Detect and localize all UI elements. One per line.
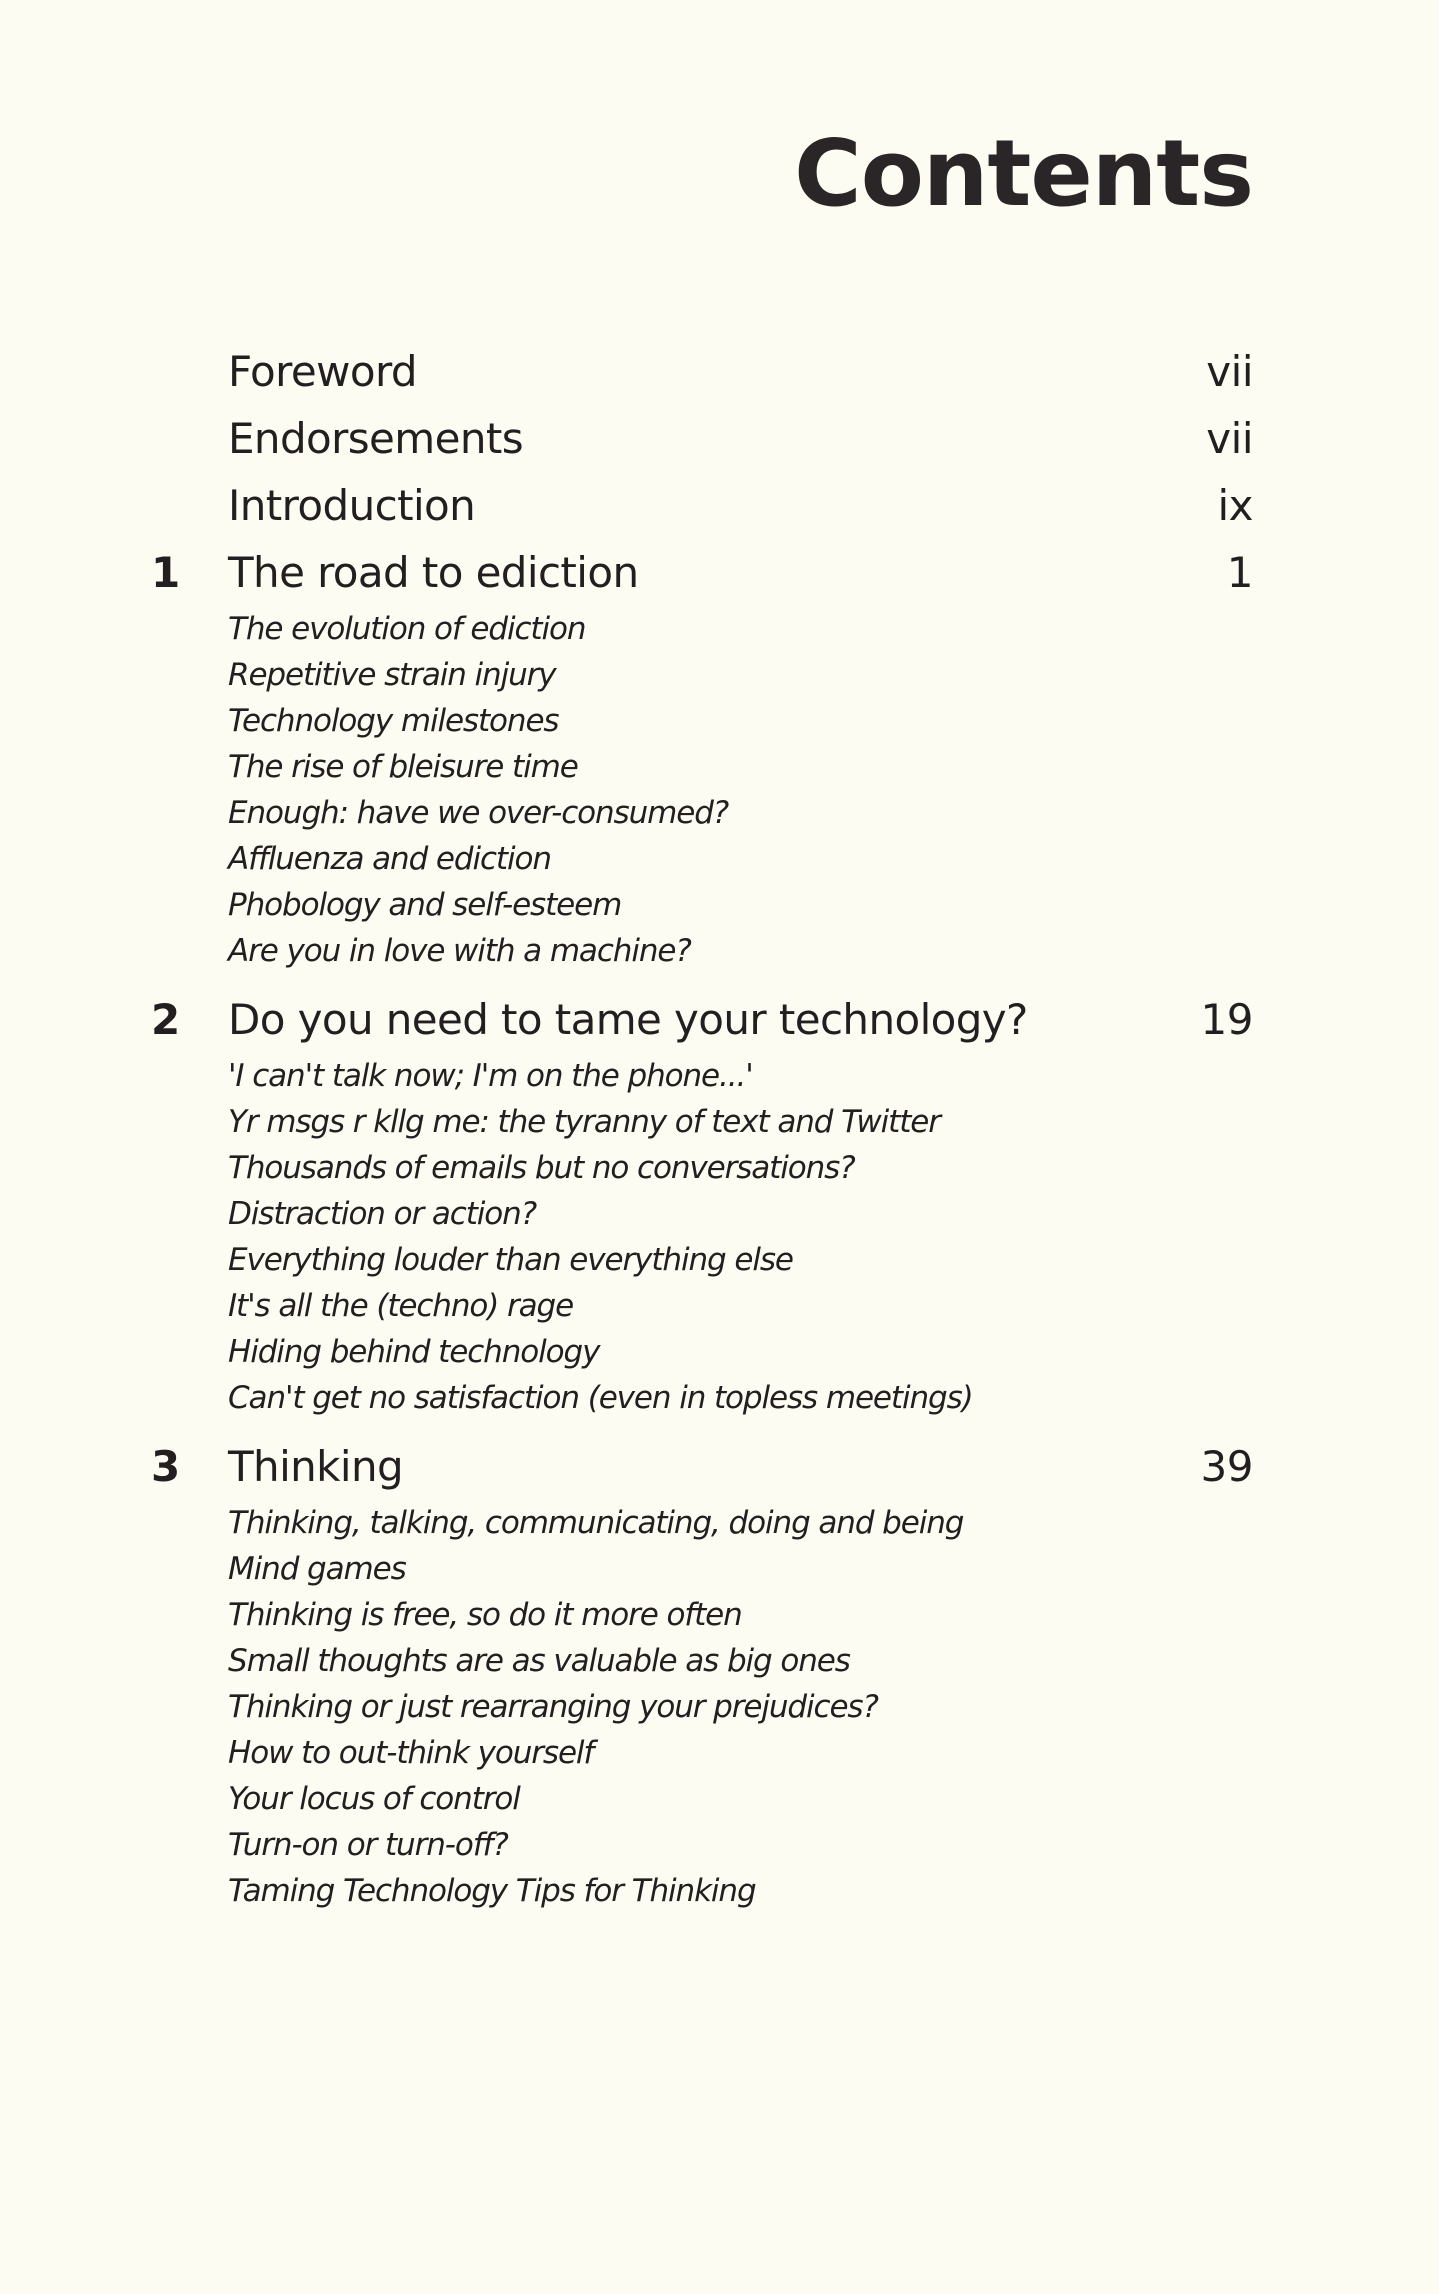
section-item[interactable]: Hiding behind technology: [228, 1334, 600, 1370]
section-item[interactable]: Taming Technology Tips for Thinking: [228, 1873, 756, 1909]
chapter-number: 3: [151, 1442, 181, 1491]
section-item[interactable]: Can't get no satisfaction (even in topless meetings): [228, 1380, 973, 1416]
chapter-number: 1: [151, 548, 181, 597]
toc-entry-label: Introduction: [228, 481, 476, 530]
section-item[interactable]: Affluenza and ediction: [228, 841, 551, 877]
section-item[interactable]: Mind games: [228, 1551, 406, 1587]
section-item[interactable]: Your locus of control: [228, 1781, 520, 1817]
toc-entry-label: Foreword: [228, 347, 417, 396]
chapter-number: 2: [151, 995, 181, 1044]
section-item[interactable]: Thinking is free, so do it more often: [228, 1597, 742, 1633]
chapter-title: Thinking: [228, 1442, 404, 1491]
section-item[interactable]: Turn-on or turn-off?: [228, 1827, 508, 1863]
toc-entry-endorsements[interactable]: [0, 405, 1439, 472]
section-item[interactable]: Distraction or action?: [228, 1196, 537, 1232]
toc-entry-chapter-2[interactable]: [0, 986, 1439, 1053]
page-title: Contents: [794, 120, 1253, 227]
section-item[interactable]: Thousands of emails but no conversations?: [228, 1150, 855, 1186]
section-list: [0, 606, 1439, 974]
section-item[interactable]: Small thoughts are as valuable as big ones: [228, 1643, 850, 1679]
table-of-contents: [0, 338, 1439, 1914]
toc-page-number: ix: [1217, 481, 1253, 530]
section-item[interactable]: Repetitive strain injury: [228, 657, 556, 693]
section-list: [0, 1500, 1439, 1914]
section-item[interactable]: Thinking or just rearranging your prejudices?: [228, 1689, 878, 1725]
section-item[interactable]: The rise of bleisure time: [228, 749, 578, 785]
section-item[interactable]: Everything louder than everything else: [228, 1242, 793, 1278]
section-item[interactable]: Technology milestones: [228, 703, 559, 739]
toc-page-number: 1: [1226, 548, 1253, 597]
toc-entry-label: Endorsements: [228, 414, 524, 463]
chapter-title: The road to ediction: [228, 548, 639, 597]
section-item[interactable]: Are you in love with a machine?: [228, 933, 691, 969]
spacer: [0, 1421, 1439, 1433]
spacer: [0, 974, 1439, 986]
section-item[interactable]: 'I can't talk now; I'm on the phone...': [228, 1058, 753, 1094]
section-list: [0, 1053, 1439, 1421]
section-item[interactable]: Phobology and self-esteem: [228, 887, 622, 923]
section-item[interactable]: It's all the (techno) rage: [228, 1288, 574, 1324]
toc-entry-chapter-1[interactable]: [0, 539, 1439, 606]
section-item[interactable]: Enough: have we over-consumed?: [228, 795, 729, 831]
toc-page-number: vii: [1206, 414, 1253, 463]
toc-entry-chapter-3[interactable]: [0, 1433, 1439, 1500]
toc-entry-foreword[interactable]: [0, 338, 1439, 405]
section-item[interactable]: Yr msgs r kllg me: the tyranny of text and Twitter: [228, 1104, 940, 1140]
chapter-3: [0, 1433, 1439, 1914]
section-item[interactable]: How to out-think yourself: [228, 1735, 594, 1771]
toc-page-number: 39: [1200, 1442, 1253, 1491]
chapter-1: [0, 539, 1439, 974]
chapter-title: Do you need to tame your technology?: [228, 995, 1028, 1044]
section-item[interactable]: The evolution of ediction: [228, 611, 586, 647]
section-item[interactable]: Thinking, talking, communicating, doing and being: [228, 1505, 964, 1541]
toc-page-number: 19: [1200, 995, 1253, 1044]
toc-entry-introduction[interactable]: [0, 472, 1439, 539]
toc-page-number: vii: [1206, 347, 1253, 396]
chapter-2: [0, 986, 1439, 1421]
